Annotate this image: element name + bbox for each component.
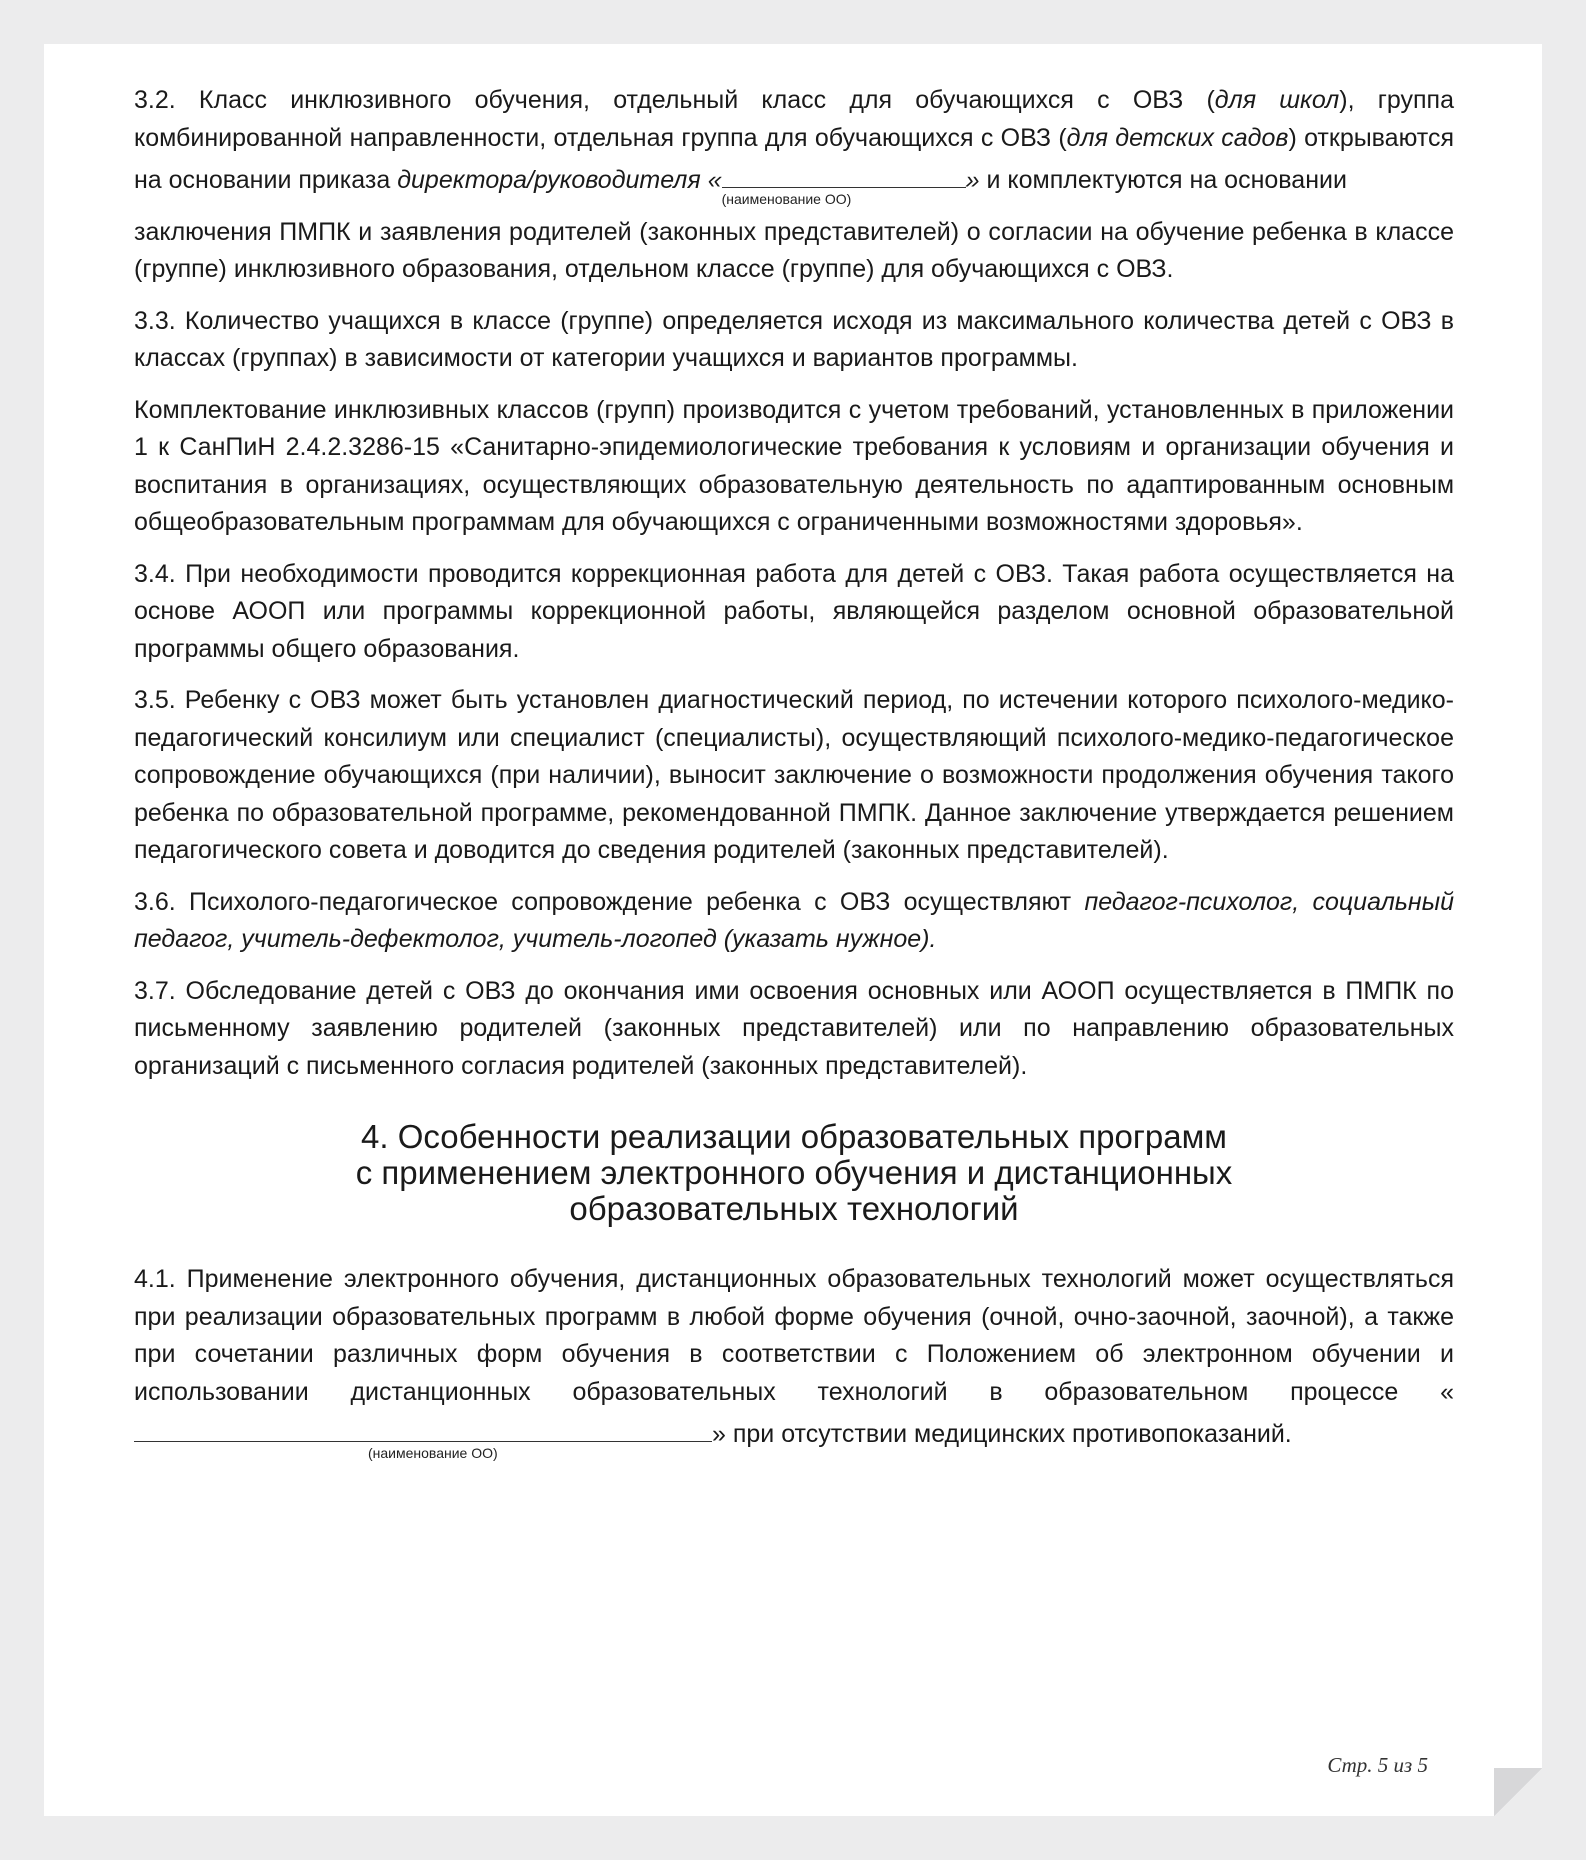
- p36-italic-specialists: педагог-психолог, социальный педагог, учитель-дефектолог, учитель-логопед (указать нужное).: [134, 887, 1454, 953]
- org-name-caption-1: (наименование ОО): [721, 191, 852, 207]
- paragraph-3-2-continued: [134, 214, 1454, 289]
- paragraph-4-1: [134, 1261, 1454, 1461]
- paragraph-komplektovanie: Комплектование инклюзивных классов (групп) производится с учетом требований, установленных в приложении 1 к СанПиН 2.4.2.3286-15 «Санитарно-эпидемиологические требования к условиям и организации обучения и воспитания в организациях, осуществляющих образовательную деятельность по адаптированным основным общеобразовательным программам для обучающихся с ограниченными возможностями здоровья».: [134, 395, 1454, 536]
- p32-italic-director: директора/руководителя «: [397, 166, 722, 194]
- p41-open-quote: «: [1440, 1377, 1454, 1406]
- p41-text: 4.1. Применение электронного обучения, дистанционных образовательных технологий может осуществляться при реализации образовательных программ в любой форме обучения (очной, очно-заочной, заочной), а также при сочетании различных форм обучения в соответствии с Положением об электронном обучении и использовании дистанционных образовательных технологий в образовательном процессе: [134, 1265, 1454, 1406]
- p32-continuation: заключения ПМПК и заявления родителей (законных представителей) о согласии на обучение ребенка в классе (группе) инклюзивного образования, отдельном классе (группе) для обучающихся с ОВЗ.: [134, 217, 1454, 283]
- p32-text-a: 3.2. Класс инклюзивного обучения, отдельный класс для обучающихся с ОВЗ (: [134, 86, 1215, 114]
- p41-text-end: при отсутствии медицинских противопоказаний.: [725, 1420, 1292, 1448]
- paragraph-3-7: 3.7. Обследование детей с ОВЗ до окончания ими освоения основных или АООП осуществляется в ПМПК по письменному заявлению родителей (законных представителей) или по направлению образовательных организаций с письменного согласия родителей (законных представителей).: [134, 976, 1454, 1080]
- org-name-blank-1[interactable]: [721, 157, 966, 207]
- p32-close-quote: »: [965, 166, 980, 194]
- section-4-heading-line-3: образовательных технологий: [569, 1190, 1019, 1227]
- p32-text-h: и комплектуются на основании: [979, 166, 1347, 194]
- org-name-caption-2: (наименование ОО): [368, 1445, 498, 1461]
- paragraph-3-4: 3.4. При необходимости проводится коррекционная работа для детей с ОВЗ. Такая работа осуществляется на основе АООП или программы коррекционной работы, являющейся разделом основной образовательной программы общего образования.: [134, 559, 1454, 663]
- section-4-heading-line-1: 4. Особенности реализации образовательных программ: [361, 1118, 1227, 1155]
- document-page: [44, 44, 1542, 1816]
- page-number: Стр. 5 из 5: [1327, 1753, 1428, 1777]
- section-4-heading-line-2: с применением электронного обучения и дистанционных: [355, 1154, 1233, 1191]
- p32-italic-schools: для школ: [1214, 86, 1340, 114]
- paragraph-3-5: 3.5. Ребенку с ОВЗ может быть установлен диагностический период, по истечении которого психолого-медико-педагогический консилиум или специалист (специалисты), осуществляющий психолого-медико-педагогическое сопровождение обучающихся (при наличии), выносит заключение о возможности продолжения обучения такого ребенка по образовательной программе, рекомендованной ПМПК. Данное заключение утверждается решением педагогического совета и доводится до сведения родителей (законных представителей).: [134, 686, 1454, 864]
- p32-text-e: ) открываются на основании приказа: [134, 123, 1454, 194]
- section-4-heading: [134, 1119, 1454, 1227]
- p32-italic-kindergartens: для детских садов: [1066, 123, 1289, 152]
- p32-text-c: ), группа комбинированной направленности, отдельная группа для обучающихся с ОВЗ (: [134, 86, 1454, 152]
- paragraph-3-6: [134, 884, 1454, 959]
- org-name-blank-2[interactable]: [134, 1411, 712, 1461]
- p41-close-quote: »: [712, 1420, 726, 1448]
- page-curl: [1494, 1768, 1542, 1816]
- p36-text: 3.6. Психолого-педагогическое сопровождение ребенка с ОВЗ осуществляют: [134, 887, 1085, 916]
- document-body: [134, 82, 1454, 1468]
- paragraph-3-2: [134, 82, 1454, 207]
- paragraph-3-3: 3.3. Количество учащихся в классе (группе) определяется исходя из максимального количества детей с ОВЗ в классах (группах) в зависимости от категории учащихся и вариантов программы.: [134, 306, 1454, 372]
